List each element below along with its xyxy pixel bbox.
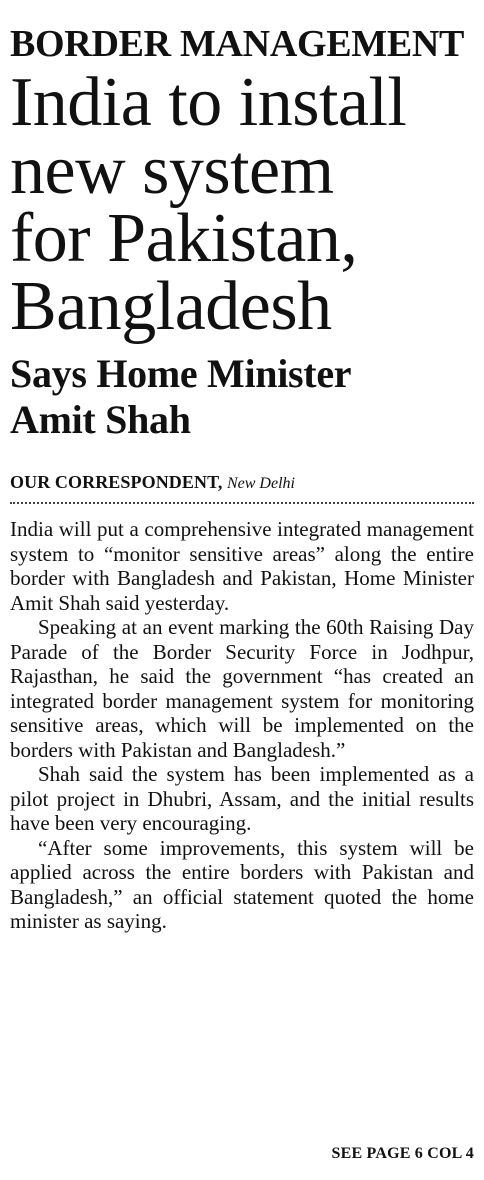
byline-author: OUR CORRESPONDENT, (10, 472, 223, 492)
headline-line: new system (10, 132, 334, 209)
byline (10, 471, 474, 495)
subheadline-line: Says Home Minister (10, 351, 352, 396)
byline-dateline: New Delhi (226, 475, 295, 492)
headline (10, 64, 474, 345)
subheadline-line: Amit Shah (10, 397, 191, 442)
continued-jump-line: SEE PAGE 6 COL 4 (331, 1145, 474, 1162)
article-body (10, 517, 474, 934)
section-kicker: BORDER MANAGEMENT (10, 23, 465, 65)
headline-line: for Pakistan, (10, 200, 358, 277)
subheadline (10, 351, 474, 443)
dotted-divider (10, 502, 474, 504)
body-paragraph: India will put a comprehensive integrated management system to “monitor sensitive areas” along the entire border with Bangladesh and Pakistan, Home Minister Amit Shah said yesterday. (10, 517, 474, 615)
body-paragraph: “After some improvements, this system will be applied across the entire borders with Pakistan and Bangladesh,” an official statement quoted the home minister as saying. (10, 835, 474, 933)
headline-line: Bangladesh (10, 268, 332, 345)
headline-line: India to install (10, 64, 407, 141)
body-paragraph: Speaking at an event marking the 60th Raising Day Parade of the Border Security Force in Jodhpur, Rajasthan, he said the government “has created an integrated border management system for monitoring sensitive areas, which will be implemented on the borders with Pakistan and Bangladesh.” (10, 615, 474, 762)
body-paragraph: Shah said the system has been implemented as a pilot project in Dhubri, Assam, and the initial results have been very encouraging. (10, 762, 474, 835)
